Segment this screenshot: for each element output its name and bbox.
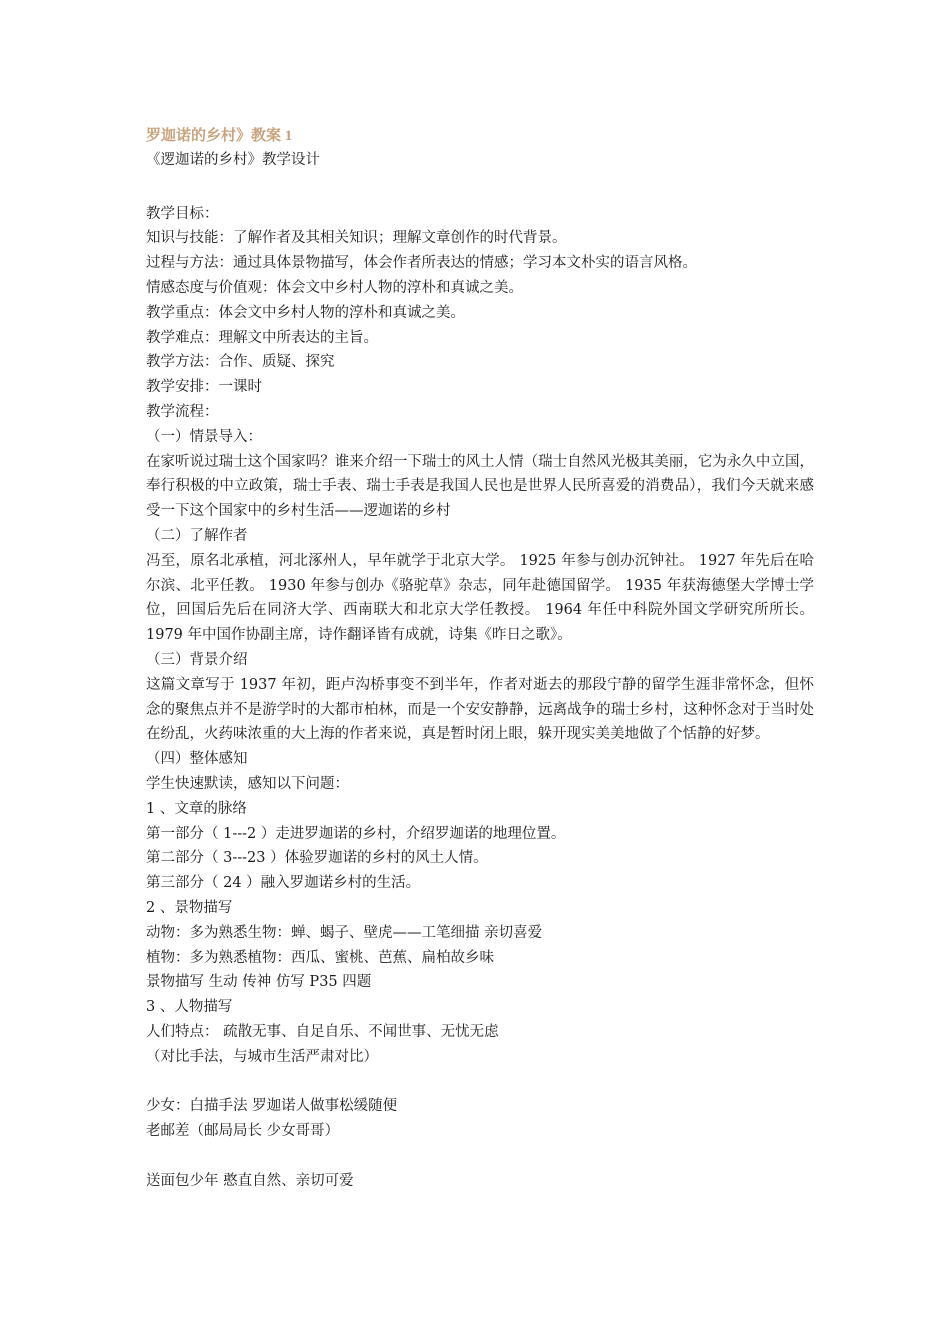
blank-line (146, 1069, 814, 1094)
flow-heading: 教学流程： (146, 403, 219, 420)
difficulty: 教学难点：理解文中所表达的主旨。 (146, 329, 378, 346)
plants-line: 植物：多为熟悉植物：西瓜、蜜桃、芭蕉、扁柏故乡味 (146, 949, 494, 966)
goal-emotion: 情感态度与价值观：体会文中乡村人物的淳朴和真诚之美。 (146, 279, 523, 296)
girl-line: 少女：白描手法 罗迦诺人做事松缓随便 (146, 1098, 398, 1115)
question-3: 3 、人物描写 (146, 999, 233, 1016)
contrast-line: （对比手法，与城市生活严肃对比） (146, 1048, 378, 1065)
animals-line: 动物：多为熟悉生物：蝉、蝎子、壁虎——工笔细描 亲切喜爱 (146, 924, 543, 941)
question-2: 2 、景物描写 (146, 899, 233, 916)
goal-process: 过程与方法：通过具体景物描写，体会作者所表达的情感；学习本文朴实的语言风格。 (146, 255, 697, 272)
teaching-method: 教学方法：合作、质疑、探究 (146, 354, 335, 371)
blank-line (146, 173, 814, 198)
section-1-paragraph: 在家听说过瑞士这个国家吗？谁来介绍一下瑞士的风土人情（瑞士自然风光极其美丽，它为永久中立国，奉行积极的中立政策，瑞士手表、瑞士手表是我国人民也是世界人民所喜爱的消费品），我们今天就来感受一下这个国家中的乡村生活——逻迦诺的乡村 (146, 453, 814, 520)
key-point: 教学重点：体会文中乡村人物的淳朴和真诚之美。 (146, 304, 465, 321)
section-2-paragraph: 冯至，原名北承植，河北涿州人，早年就学于北京大学。 1925 年参与创办沉钟社。 1927 年先后在哈尔滨、北平任教。 1930 年参与创办《骆驼草》杂志，同年赴德国留学。 1935 年获海德堡大学博士学位，回国后先后在同济大学、西南联大和北京大学任教授。 1964 年任中科院外国文学研究所所长。 1979 年中国作协副主席，诗作翻译皆有成就，诗集《昨日之歌》。 (146, 552, 814, 644)
blank-line (146, 1144, 814, 1169)
section-3-paragraph: 这篇文章写于 1937 年初，距卢沟桥事变不到半年，作者对逝去的那段宁静的留学生涯非常怀念，但怀念的聚焦点并不是游学时的大都市柏林，而是一个安安静静，远离战争的瑞士乡村，这种怀念对于当时处在纷乱，火药味浓重的大上海的作者来说，真是暂时闭上眼，躲开现实美美地做了个恬静的好梦。 (146, 676, 814, 743)
section-3-heading: （三）背景介绍 (146, 651, 248, 668)
postman-line: 老邮差（邮局局长 少女哥哥） (146, 1123, 340, 1140)
scenery-line: 景物描写 生动 传神 仿写 P35 四题 (146, 974, 372, 991)
part-2: 第二部分（ 3---23 ）体验罗迦诺的乡村的风土人情。 (146, 850, 488, 867)
question-1: 1 、文章的脉络 (146, 800, 247, 817)
teaching-schedule: 教学安排：一课时 (146, 379, 262, 396)
boy-line: 送面包少年 憨直自然、亲切可爱 (146, 1172, 354, 1189)
traits-line: 人们特点： 疏散无事、自足自乐、不闻世事、无忧无虑 (146, 1023, 499, 1040)
document-subtitle: 《逻迦诺的乡村》教学设计 (146, 152, 320, 168)
section-4-heading: （四）整体感知 (146, 751, 248, 768)
document-page (146, 124, 814, 1193)
section-4-intro: 学生快速默读，感知以下问题： (146, 775, 349, 792)
part-1: 第一部分（ 1---2 ）走进罗迦诺的乡村，介绍罗迦诺的地理位置。 (146, 825, 566, 842)
section-1-heading: （一）情景导入： (146, 428, 262, 445)
part-3: 第三部分（ 24 ）融入罗迦诺乡村的生活。 (146, 875, 421, 892)
section-2-heading: （二）了解作者 (146, 527, 248, 544)
goal-knowledge: 知识与技能：了解作者及其相关知识；理解文章创作的时代背景。 (146, 230, 567, 247)
goals-heading: 教学目标： (146, 205, 219, 222)
document-title: 罗迦诺的乡村》教案 1 (146, 128, 293, 144)
